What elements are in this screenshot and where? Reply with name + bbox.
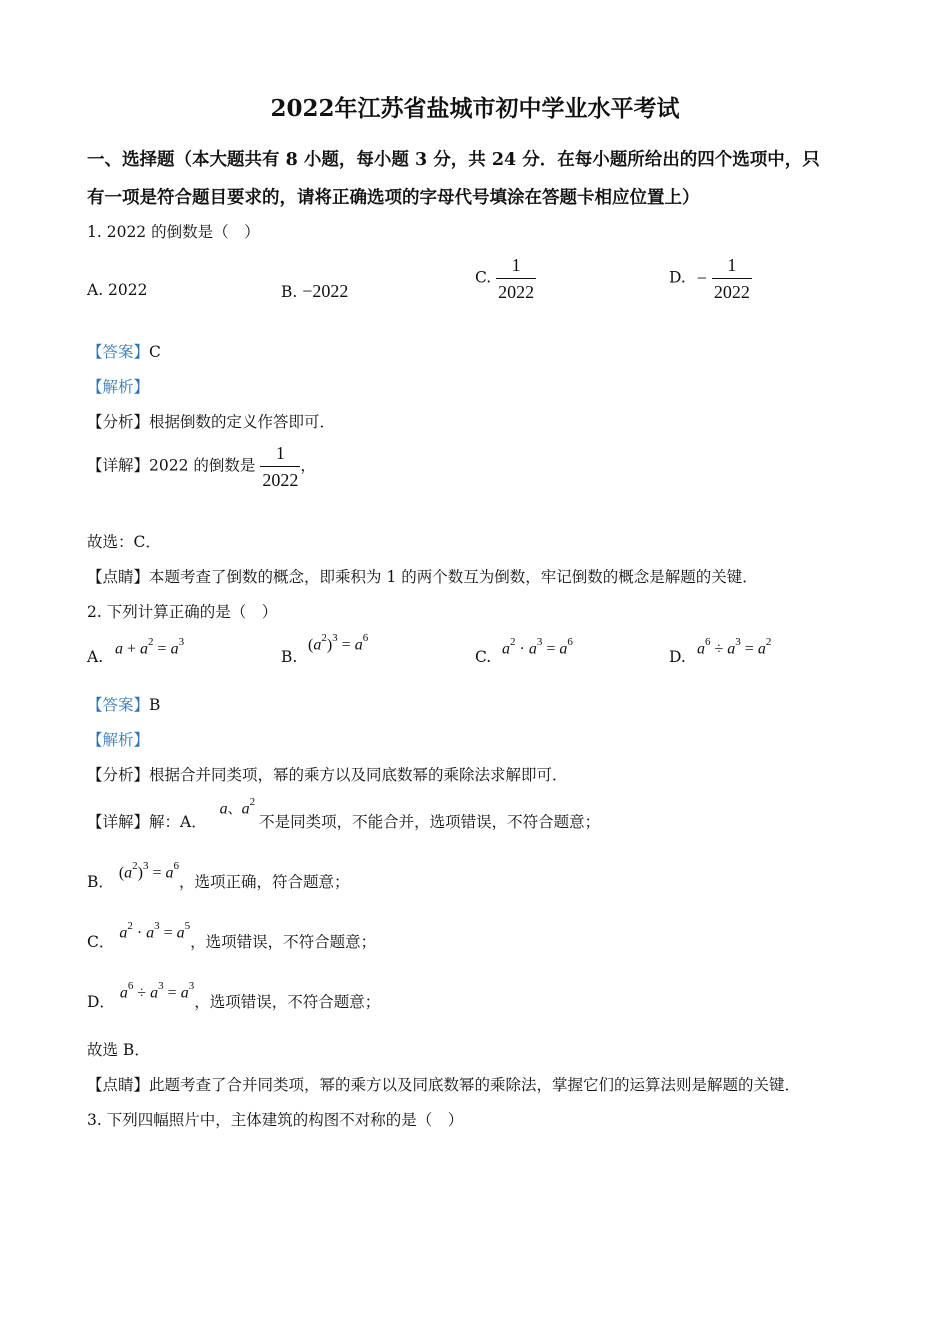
- q2-option-d-label: D.: [669, 648, 686, 666]
- detail-comma: ，: [300, 456, 316, 475]
- answer-tag: 【答案】: [87, 343, 150, 361]
- q2-option-c-expr: $a^2 \cdot a^3 = a^6$: [502, 636, 573, 658]
- detail-tag: 【详解】: [87, 456, 150, 475]
- q1-answer: [87, 340, 161, 362]
- detail-prefix: 解：A．: [149, 813, 207, 831]
- section-heading-line1: 一、选择题（本大题共有 8 小题，每小题 3 分，共 24 分．在每小题所给出的四个选项中，只: [87, 150, 820, 170]
- q2-comment: [87, 1073, 800, 1095]
- q1-analysis-tag: 【解析】: [87, 378, 150, 396]
- detail-c-label: C．: [87, 933, 115, 951]
- comment-tag: 【点睛】: [87, 1076, 150, 1094]
- q1-comment: [87, 565, 758, 587]
- q2-detail-b: [87, 859, 350, 892]
- q3-stem: 3. 下列四幅照片中，主体建筑的构图不对称的是（ ）: [87, 1111, 464, 1129]
- q1-option-b: [281, 281, 348, 302]
- q2-detail-c: [87, 919, 377, 952]
- q1-option-d-minus: −: [696, 268, 707, 288]
- q2-stem: 2. 下列计算正确的是（ ）: [87, 603, 278, 621]
- q2-detail-d: [87, 979, 381, 1012]
- q1-stem: 1. 2022 的倒数是（ ）: [87, 223, 260, 241]
- q2-option-b-label: B.: [281, 648, 298, 666]
- fenxi-text: 根据合并同类项，幂的乘方以及同底数幂的乘除法求解即可．: [149, 766, 568, 784]
- q1-option-d-fraction: [712, 254, 752, 303]
- detail-c-text: ，选项错误，不符合题意；: [190, 933, 377, 951]
- detail-b-label: B．: [87, 873, 114, 891]
- fraction-denominator: 2022: [260, 466, 300, 491]
- detail-b-text: ，选项正确，符合题意；: [179, 873, 350, 891]
- section-heading-line2: 有一项是符合题目要求的，请将正确选项的字母代号填涂在答题卡相应位置上）: [87, 188, 700, 208]
- fraction-numerator: 1: [511, 255, 521, 275]
- q2-choose: 故选 B．: [87, 1041, 150, 1059]
- q2-detail-b-expr: $(a^2)^3 = a^6$: [118, 859, 180, 881]
- q2-option-c-label: C.: [475, 648, 492, 666]
- detail-a-text: 不是同类项，不能合并，选项错误，不符合题意；: [259, 813, 601, 831]
- q2-fenxi: [87, 763, 568, 785]
- comment-text: 此题考查了合并同类项，幂的乘方以及同底数幂的乘除法，掌握它们的运算法则是解题的关键．: [149, 1076, 801, 1094]
- q1-option-d-label: D.: [669, 268, 686, 287]
- q1-fenxi: [87, 410, 335, 432]
- q1-option-b-label: B.: [281, 283, 298, 301]
- q2-detail-a: [87, 795, 601, 832]
- q1-option-d: [669, 254, 752, 303]
- detail-d-label: D．: [87, 993, 115, 1011]
- q1-option-b-expr: −2022: [302, 281, 349, 301]
- answer-value: C: [149, 343, 161, 361]
- fenxi-text: 根据倒数的定义作答即可．: [149, 413, 336, 431]
- q2-option-b-expr: $(a^2)^3 = a^6$: [308, 632, 369, 654]
- q1-option-c-label: C.: [475, 268, 492, 287]
- q2-detail-a-expr: a、$a^2$: [219, 795, 256, 817]
- comment-text: 本题考查了倒数的概念，即乘积为 1 的两个数互为倒数，牢记倒数的概念是解题的关键．: [149, 568, 758, 586]
- detail-tag: 【详解】: [87, 813, 150, 831]
- q2-option-a-expr: $a + a^2 = a^3$: [115, 636, 185, 658]
- answer-value: B: [149, 696, 161, 714]
- fraction-numerator: 1: [727, 255, 737, 275]
- q2-option-a-label: A.: [87, 648, 104, 666]
- detail-d-text: ，选项错误，不符合题意；: [194, 993, 381, 1011]
- q1-option-c: [475, 254, 536, 303]
- fraction-denominator: 2022: [496, 278, 536, 303]
- detail-text: 2022 的倒数是: [149, 456, 256, 475]
- q1-detail: [87, 442, 316, 491]
- fraction-numerator: 1: [275, 443, 285, 463]
- q2-analysis-tag: 【解析】: [87, 731, 150, 749]
- q2-detail-c-expr: $a^2 \cdot a^3 = a^5$: [119, 919, 191, 941]
- comment-tag: 【点睛】: [87, 568, 150, 586]
- q1-choose: 故选：C．: [87, 533, 161, 551]
- fraction-denominator: 2022: [712, 278, 752, 303]
- q1-option-a: A. 2022: [87, 281, 148, 299]
- q2-detail-d-expr: $a^6 \div a^3 = a^3$: [119, 979, 195, 1001]
- fenxi-tag: 【分析】: [87, 766, 150, 784]
- q2-option-d-expr: $a^6 \div a^3 = a^2$: [697, 636, 772, 658]
- q1-detail-fraction: [260, 442, 300, 491]
- q1-option-c-fraction: [496, 254, 536, 303]
- answer-tag: 【答案】: [87, 696, 150, 714]
- page-title: 2022年江苏省盐城市初中学业水平考试: [270, 95, 680, 122]
- q2-answer: [87, 693, 160, 715]
- fenxi-tag: 【分析】: [87, 413, 150, 431]
